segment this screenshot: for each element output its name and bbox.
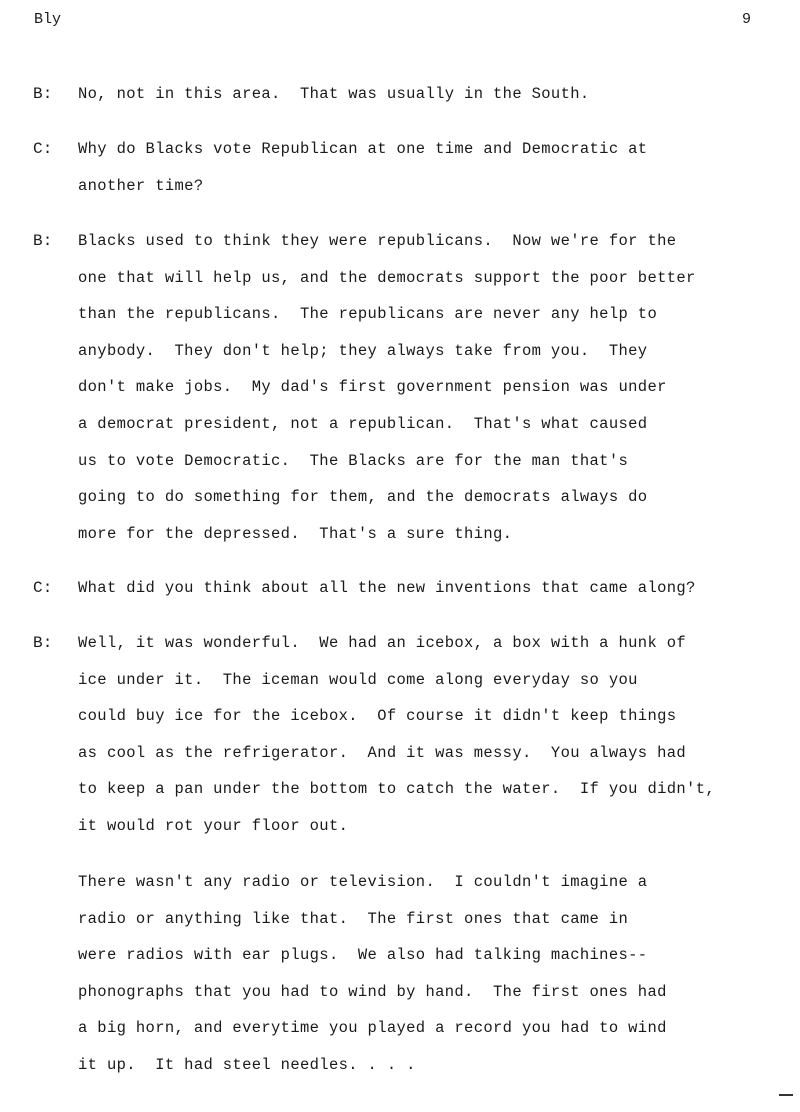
- speaker-label: B:: [33, 85, 53, 103]
- text-line: a democrat president, not a republican. That's what caused: [78, 414, 648, 433]
- entry-text: [78, 131, 647, 204]
- entry-text: [78, 223, 696, 552]
- text-line: it up. It had steel needles. . . .: [78, 1055, 416, 1074]
- speaker-label: C:: [33, 579, 53, 597]
- text-line: one that will help us, and the democrats support the poor better: [78, 268, 696, 287]
- text-line: What did you think about all the new inventions that came along?: [78, 579, 696, 597]
- page-number: 9: [742, 11, 752, 28]
- speaker-label: B:: [33, 634, 53, 652]
- text-line: could buy ice for the icebox. Of course it didn't keep things: [78, 707, 677, 726]
- text-line: a big horn, and everytime you played a record you had to wind: [78, 1019, 667, 1038]
- entry-text: [78, 570, 696, 607]
- entry-text: [78, 864, 667, 1084]
- text-line: phonographs that you had to wind by hand. The first ones had: [78, 982, 667, 1001]
- text-line: than the republicans. The republicans are never any help to: [78, 305, 658, 324]
- text-line: anybody. They don't help; they always take from you. They: [78, 341, 648, 360]
- text-line: Blacks used to think they were republicans. Now we're for the: [78, 232, 677, 250]
- speaker-label: C:: [33, 140, 53, 158]
- text-line: were radios with ear plugs. We also had talking machines--: [78, 946, 648, 965]
- text-line: as cool as the refrigerator. And it was messy. You always had: [78, 743, 687, 762]
- text-line: it would rot your floor out.: [78, 816, 349, 835]
- text-line: don't make jobs. My dad's first government pension was under: [78, 378, 667, 397]
- entry-text: [78, 76, 590, 113]
- text-line: another time?: [78, 176, 204, 195]
- text-line: more for the depressed. That's a sure thing.: [78, 524, 513, 543]
- text-line: No, not in this area. That was usually in the South.: [78, 85, 590, 103]
- entry-text: [78, 625, 715, 845]
- text-line: us to vote Democratic. The Blacks are for the man that's: [78, 451, 629, 470]
- scan-mark: [779, 1094, 793, 1096]
- text-line: ice under it. The iceman would come along everyday so you: [78, 670, 638, 689]
- speaker-label: B:: [33, 232, 53, 250]
- text-line: There wasn't any radio or television. I couldn't imagine a: [78, 873, 648, 891]
- text-line: radio or anything like that. The first ones that came in: [78, 909, 629, 928]
- header-name: Bly: [34, 11, 62, 28]
- text-line: Well, it was wonderful. We had an icebox, a box with a hunk of: [78, 634, 687, 652]
- text-line: Why do Blacks vote Republican at one time and Democratic at: [78, 140, 648, 158]
- text-line: to keep a pan under the bottom to catch the water. If you didn't,: [78, 780, 715, 799]
- text-line: going to do something for them, and the democrats always do: [78, 488, 648, 507]
